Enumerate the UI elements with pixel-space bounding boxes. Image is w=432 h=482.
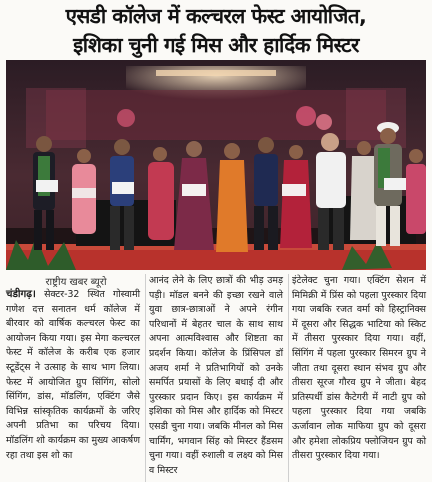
article-text: सेक्टर-32 स्थित गोस्वामी गणेश दत्त सनातन धर्म कॉलेज में बीरवार को वार्षिक कल्चरल फेस्ट का आयोजन किया गया। इस मेगा कल्चरल फेस्ट में कॉलेज के करीब एक हजार स्टूडेंट्स ने उत्साह के साथ भाग लिया। फेस्ट में आयोजित ग्रुप सिंगिंग, सोलो सिंगिंग, डांस, मॉडलिंग, एक्टिंग जैसे विभिन्न सांस्कृतिक कार्यक्रमों के जरिए अपनी प्रतिभा का परिचय दिया। मॉडलिंग शो कार्यक्रम का मुख्य आकर्षण रहा तथा इस शो का (6, 289, 141, 461)
article-text: आनंद लेने के लिए छात्रों की भीड़ उमड़ पड़ी। मॉडल बनने की इच्छा रखने वाले युवा छात्र-छात्राओं ने अपने रंगीन परिधानों में बेहतर चाल के साथ साथ अपना आत्मविश्वास और शिष्टता का प्रदर्शन किया। कॉलेज के प्रिंसिपल डॉ अजय शर्मा ने प्रतिभागियों को उनके समर्पित प्रयासों के लिए बधाई दी और पुरस्कार प्रदान किए। इस कार्यक्रम में इशिका को मिस और हार्दिक को मिस्टर एसडी चुना गया। जबकि मीनल को मिस चार्मिंग, भगवान सिंह को मिस्टर हैंडसम चुना गया। वहीं रुशाली व लक्ष्य को मिस व मिस्टर (149, 275, 283, 476)
byline: राष्ट्रीय खबर ब्यूरो (45, 277, 107, 288)
article-column-2 (149, 274, 283, 478)
dateline: चंडीगढ़। (6, 289, 36, 300)
stage-group-photo (6, 60, 426, 270)
article-column-3 (292, 274, 426, 464)
news-photo (6, 60, 426, 270)
article-text: इंटेलेक्ट चुना गया। एक्टिंग सेशन में मिमिक्री में प्रिंस को पहला पुरस्कार दिया गया जबकि रजत वर्मा को हिस्ट्रानिक्स में दूसरा और सिद्धक भाटिया को स्किट में तीसरा पुरस्कार दिया गया। वहीं, सिंगिंग में पहला पुरस्कार सिमरन ग्रुप ने जीता तथा दूसरा स्थान संभव ग्रुप और तीसरा सूरज गौरव ग्रुप ने जीता। बेहद प्रतिस्पर्धी डांस कैटेगरी में नाटी ग्रुप को पहला पुरस्कार दिया गया जबकि ऊर्जावान लोक माफिया ग्रुप को दूसरा और हमेशा लोकप्रिय फ्लोजियन ग्रुप को तीसरा पुरस्कार दिया गया। (292, 275, 426, 462)
headline (0, 0, 432, 59)
headline-line-2: इशिका चुनी गई मिस और हार्दिक मिस्टर (73, 33, 359, 57)
article-column-1 (6, 288, 140, 463)
headline-line-1: एसडी कॉलेज में कल्चरल फेस्ट आयोजित, (65, 4, 367, 28)
